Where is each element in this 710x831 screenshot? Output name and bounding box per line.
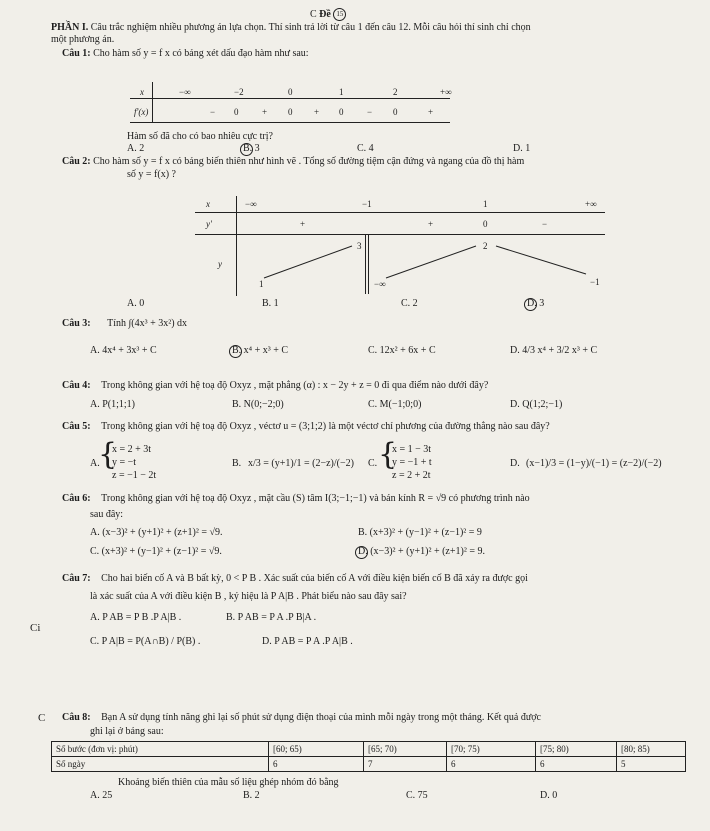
table-cell: [70; 75): [447, 742, 536, 757]
q3-option-b[interactable]: B. x⁴ + x³ + C: [232, 345, 289, 356]
q2-line: [62, 156, 524, 168]
q1-sign: +: [262, 107, 268, 117]
brace-icon: {: [378, 437, 398, 472]
q1-label: Câu 1:: [62, 48, 91, 59]
q1-option-a[interactable]: A. 2: [127, 143, 145, 154]
q1-line: [62, 48, 309, 60]
q2-yp-label: y': [206, 219, 212, 229]
q1-x-label: x: [140, 87, 144, 97]
table-cell: 6: [447, 757, 536, 772]
q8-option-b[interactable]: B. 2: [243, 790, 260, 801]
q4-label: Câu 4:: [62, 380, 91, 391]
q8-data-table: [51, 741, 686, 772]
q2-x-val: +∞: [585, 199, 597, 209]
q5-option-label: A.: [90, 458, 100, 469]
selected-mark-icon: [229, 345, 242, 358]
part-text: Câu trắc nghiệm nhiều phương án lựa chọn. Thí sinh trả lời từ câu 1 đến câu 12. Mỗi câu hỏi thí sinh chỉ chọn: [90, 22, 531, 33]
table-row: [52, 757, 686, 772]
q6-option-a[interactable]: A. (x−3)² + (y+1)² + (z+1)² = √9.: [90, 527, 223, 538]
q2-label: Câu 2:: [62, 156, 91, 167]
table-cell: [60; 65): [269, 742, 364, 757]
q8-label: Câu 8:: [62, 712, 91, 723]
q5-c-eq: x = 1 − 3t: [392, 444, 432, 455]
q2-option-d[interactable]: D. 3: [527, 298, 545, 309]
selected-mark-icon: [240, 143, 253, 156]
q7-text-2: là xác suất của A với điều kiện B , ký hiệu là P A|B . Phát biểu nào sau đây sai?: [90, 591, 407, 602]
part-label: PHẦN I.: [51, 22, 89, 33]
q1-x-val: 1: [339, 87, 344, 97]
q7-option-a[interactable]: A. P AB = P B .P A|B .: [90, 612, 182, 623]
q2-y-val: −∞: [374, 279, 386, 289]
q8-line: [62, 712, 541, 724]
table-cell: 7: [364, 757, 447, 772]
q5-text: Trong không gian với hệ toạ độ Oxyz , véctơ u = (3;1;2) là một véctơ chỉ phương của đường thẳng nào sau đây?: [101, 421, 550, 432]
part-line: [51, 22, 531, 34]
q1-x-val: 2: [393, 87, 398, 97]
q5-label: Câu 5:: [62, 421, 91, 432]
q4-option-a[interactable]: A. P(1;1;1): [90, 399, 135, 410]
q2-option-c[interactable]: C. 2: [401, 298, 418, 309]
q8-question: Khoảng biến thiên của mẫu số liệu ghép nhóm đó bằng: [118, 777, 339, 788]
q1-sign: 0: [339, 107, 344, 117]
q1-sign: +: [428, 107, 434, 117]
q1-option-c[interactable]: C. 4: [357, 143, 374, 154]
q1-sign: +: [314, 107, 320, 117]
q4-option-d[interactable]: D. Q(1;2;−1): [510, 399, 563, 410]
q1-x-val: +∞: [440, 87, 452, 97]
table-row: [52, 742, 686, 757]
q1-fp-label: f'(x): [134, 107, 149, 117]
q5-option-label: C.: [368, 458, 378, 469]
q4-text: Trong không gian với hệ toạ độ Oxyz , mặt phẳng (α) : x − 2y + z = 0 đi qua điểm nào dưới đây?: [101, 380, 489, 391]
q2-x-val: −∞: [245, 199, 257, 209]
q7-option-b[interactable]: B. P AB = P A .P B|A .: [226, 612, 317, 623]
q8-option-d[interactable]: D. 0: [540, 790, 558, 801]
table-cell: 5: [617, 757, 686, 772]
header-mark: C: [310, 8, 317, 20]
q8-text-2: ghi lại ở bảng sau:: [90, 726, 164, 737]
q1-x-val: −∞: [179, 87, 191, 97]
q3-option-a[interactable]: A. 4x⁴ + 3x³ + C: [90, 345, 157, 356]
q3-option-d[interactable]: D. 4/3 x⁴ + 3/2 x³ + C: [510, 345, 598, 356]
q1-option-d[interactable]: D. 1: [513, 143, 531, 154]
q8-text: Bạn A sử dụng tính năng ghi lại số phút sử dụng điện thoại của mình mỗi ngày trong một tháng. Kết quả được: [101, 712, 541, 723]
q2-sign: +: [300, 219, 306, 229]
q5-a-eq: x = 2 + 3t: [112, 444, 152, 455]
q5-c-eq: z = 2 + 2t: [392, 470, 431, 481]
q5-a-eq: z = −1 − 2t: [112, 470, 157, 481]
q6-line: [62, 493, 530, 505]
table-cell: 6: [536, 757, 617, 772]
q6-text-2: sau đây:: [90, 509, 124, 520]
q6-option-c[interactable]: C. (x+3)² + (y−1)² + (z−1)² = √9.: [90, 546, 222, 557]
brace-icon: {: [98, 437, 118, 472]
q7-margin-mark: Ci: [30, 622, 41, 634]
q8-option-c[interactable]: C. 75: [406, 790, 428, 801]
q2-option-a[interactable]: A. 0: [127, 298, 145, 309]
q2-text-2: số y = f(x) ?: [127, 169, 176, 180]
selected-mark-icon: [524, 298, 537, 311]
q6-text: Trong không gian với hệ toạ độ Oxyz , mặt cầu (S) tâm I(3;−1;−1) và bán kính R = √9 có phương trình nào: [101, 493, 530, 504]
q2-y-val: 2: [483, 241, 488, 251]
header-title: Đề: [319, 8, 331, 20]
q5-b-eq: x/3 = (y+1)/1 = (2−z)/(−2): [248, 458, 354, 469]
q5-option-label: B.: [232, 458, 242, 469]
q1-question: Hàm số đã cho có bao nhiêu cực trị?: [127, 131, 273, 142]
q1-text: Cho hàm số y = f x có bảng xét dấu đạo hàm như sau:: [93, 48, 309, 59]
q2-y-label: y: [218, 259, 222, 269]
q1-option-b[interactable]: B. 3: [243, 143, 260, 154]
q8-margin-mark: C: [38, 712, 46, 724]
q1-x-val: −2: [234, 87, 244, 97]
q3-line: [62, 318, 187, 330]
q2-x-val: 1: [483, 199, 488, 209]
q2-sign: 0: [483, 219, 488, 229]
q1-sign: 0: [288, 107, 293, 117]
table-cell: Số ngày: [52, 757, 269, 772]
q4-option-c[interactable]: C. M(−1;0;0): [368, 399, 422, 410]
q7-option-d[interactable]: D. P AB = P A .P A|B .: [262, 636, 353, 647]
table-cell: [80; 85): [617, 742, 686, 757]
q5-option-label: D.: [510, 458, 520, 469]
table-cell: 6: [269, 757, 364, 772]
header: [310, 8, 346, 21]
q1-sign: 0: [234, 107, 239, 117]
q4-line: [62, 380, 488, 392]
q2-x-val: −1: [362, 199, 372, 209]
table-cell: [65; 70): [364, 742, 447, 757]
q2-text: Cho hàm số y = f x có bảng biến thiên như hình vẽ . Tổng số đường tiệm cận đứng và ngang của đồ thị hàm: [93, 156, 525, 167]
q1-x-val: 0: [288, 87, 293, 97]
q6-label: Câu 6:: [62, 493, 91, 504]
q1-sign: −: [367, 107, 373, 117]
header-number: 15: [333, 8, 346, 21]
q7-line: [62, 573, 528, 585]
q2-y-val: 1: [259, 279, 264, 289]
q6-option-b[interactable]: B. (x+3)² + (y−1)² + (z−1)² = 9: [358, 527, 482, 538]
q5-c-eq: y = −1 + t: [392, 457, 432, 468]
q2-y-val: 3: [357, 241, 362, 251]
q2-option-b[interactable]: B. 1: [262, 298, 279, 309]
q2-sign: −: [542, 219, 548, 229]
q2-arrows: [236, 234, 606, 294]
part-text-2: một phương án.: [51, 34, 115, 45]
q4-option-b[interactable]: B. N(0;−2;0): [232, 399, 284, 410]
q5-line: [62, 421, 550, 433]
q3-label: Câu 3:: [62, 318, 91, 329]
q3-option-c[interactable]: C. 12x² + 6x + C: [368, 345, 436, 356]
table-cell: [75; 80): [536, 742, 617, 757]
q2-x-label: x: [206, 199, 210, 209]
q7-label: Câu 7:: [62, 573, 91, 584]
q1-sign: 0: [393, 107, 398, 117]
q2-sign: +: [428, 219, 434, 229]
q2-y-val: −1: [590, 277, 600, 287]
q7-text: Cho hai biến cố A và B bất kỳ, 0 < P B . Xác suất của biến cố A với điều kiện biến cố B đã xảy ra được gọi: [101, 573, 528, 584]
q1-sign: −: [210, 107, 216, 117]
q5-a-eq: y = −t: [112, 457, 137, 468]
q8-option-a[interactable]: A. 25: [90, 790, 113, 801]
q3-text: Tính ∫(4x³ + 3x²) dx: [107, 318, 188, 329]
q5-d-eq: (x−1)/3 = (1−y)/(−1) = (z−2)/(−2): [526, 458, 662, 469]
selected-mark-icon: [355, 546, 368, 559]
table-cell: Số bước (đơn vị: phút): [52, 742, 269, 757]
q7-option-c[interactable]: C. P A|B = P(A∩B) / P(B) .: [90, 636, 201, 647]
q6-option-d[interactable]: D. (x−3)² + (y+1)² + (z+1)² = 9.: [358, 546, 485, 557]
